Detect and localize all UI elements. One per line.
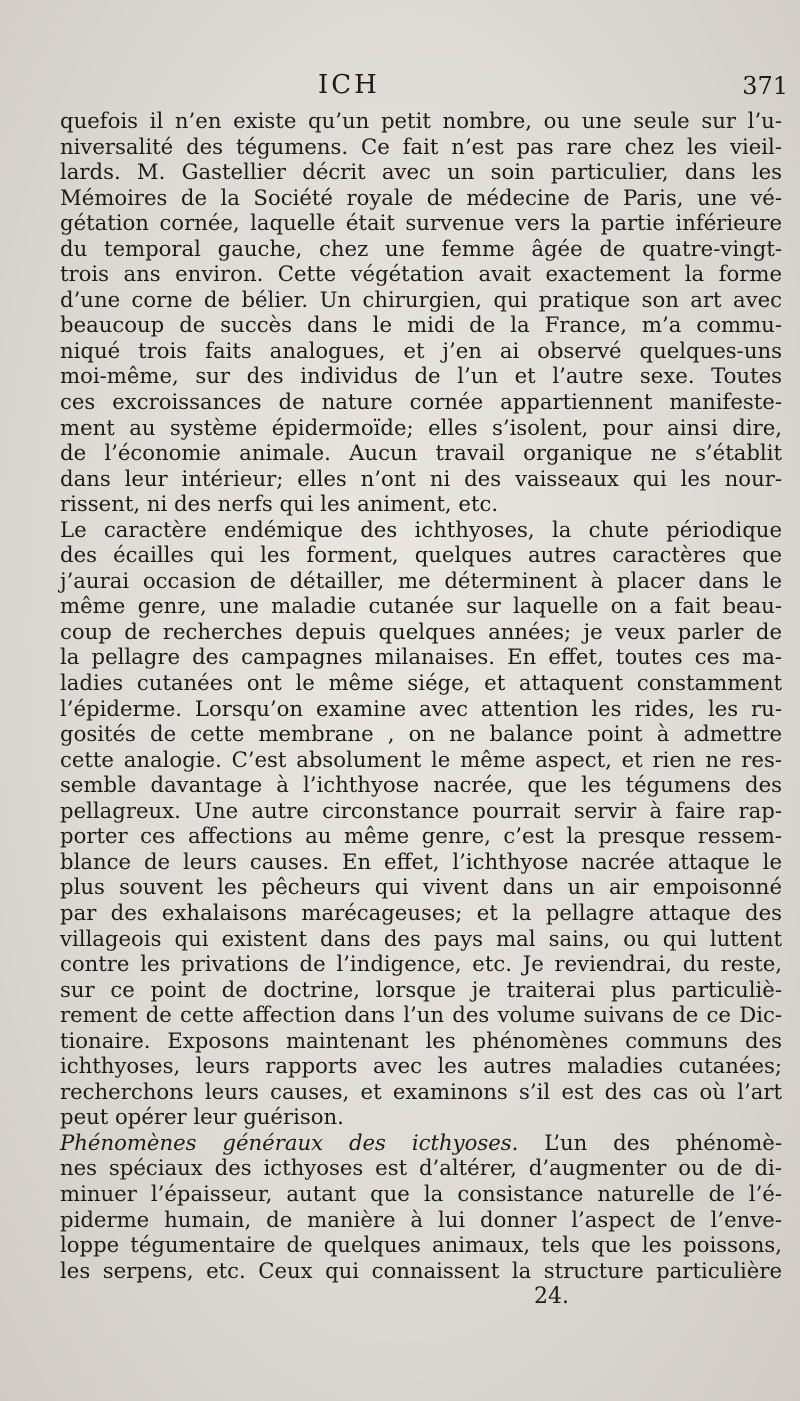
text-line: loppe tégumentaire de quelques animaux, tels que les poissons, — [60, 1232, 782, 1258]
text-line: cette analogie. C’est absolument le même aspect, et rien ne res- — [60, 746, 782, 772]
text-line: lards. M. Gastellier décrit avec un soin particulier, dans les — [60, 159, 782, 185]
text-line: les serpens, etc. Ceux qui connaissent la structure particulière — [60, 1257, 782, 1283]
text-line: quefois il n’en existe qu’un petit nombre, ou une seule sur l’u- — [60, 108, 782, 133]
text-line: ces excroissances de nature cornée appartiennent manifeste- — [60, 389, 782, 415]
paragraph-2 — [60, 517, 782, 1130]
heading-line-rest: L’un des phénomè- — [544, 1129, 782, 1155]
text-line — [60, 1130, 782, 1156]
text-line: minuer l’épaisseur, autant que la consistance naturelle de l’é- — [60, 1180, 782, 1206]
text-line: niversalité des tégumens. Ce fait n’est pas rare chez les vieil- — [60, 133, 782, 159]
text-line: coup de recherches depuis quelques années; je veux parler de — [60, 618, 782, 644]
text-line: j’aurai occasion de détailler, me déterminent à placer dans le — [60, 567, 782, 593]
running-head: ICH — [318, 70, 380, 100]
page-header — [0, 70, 800, 104]
text-line: même genre, une maladie cutanée sur laquelle on a fait beau- — [60, 593, 782, 619]
text-line: d’une corne de bélier. Un chirurgien, qui pratique son art avec — [60, 286, 782, 312]
text-line: trois ans environ. Cette végétation avait exactement la forme — [60, 261, 782, 287]
text-line: Le caractère endémique des ichthyoses, la chute périodique — [60, 516, 782, 542]
text-line: rissent, ni des nerfs qui les animent, etc. — [60, 491, 499, 517]
text-line: l’épiderme. Lorsqu’on examine avec attention les rides, les ru- — [60, 695, 782, 721]
text-line: semble davantage à l’ichthyose nacrée, que les tégumens des — [60, 772, 782, 798]
text-line: piderme humain, de manière à lui donner l’aspect de l’enve- — [60, 1206, 782, 1232]
page-number: 371 — [742, 72, 788, 100]
text-line: recherchons leurs causes, et examinons s’il est des cas où l’art — [60, 1078, 782, 1104]
text-line: plus souvent les pêcheurs qui vivent dans un air empoisonné — [60, 874, 782, 900]
text-line: gosités de cette membrane , on ne balance point à admettre — [60, 721, 782, 747]
text-line: du temporal gauche, chez une femme âgée de quatre-vingt- — [60, 235, 782, 261]
text-line: beaucoup de succès dans le midi de la France, m’a commu- — [60, 312, 782, 338]
text-line: ichthyoses, leurs rapports avec les autres maladies cutanées; — [60, 1053, 782, 1079]
text-line: ment au système épidermoïde; elles s’isolent, pour ainsi dire, — [60, 414, 782, 440]
text-line: Mémoires de la Société royale de médecine de Paris, une vé- — [60, 184, 782, 210]
text-line: dans leur intérieur; elles n’ont ni des vaisseaux qui les nour- — [60, 465, 782, 491]
text-line: la pellagre des campagnes milanaises. En effet, toutes ces ma- — [60, 644, 782, 670]
text-line: rement de cette affection dans l’un des volume suivans de ce Dic- — [60, 1002, 782, 1028]
text-line: peut opérer leur guérison. — [60, 1104, 344, 1130]
text-line: contre les privations de l’indigence, etc. Je reviendrai, du reste, — [60, 951, 782, 977]
text-line: villageois qui existent dans des pays mal sains, ou qui luttent — [60, 925, 782, 951]
paragraph-1 — [60, 108, 782, 517]
section-heading: Phénomènes généraux des icthyoses. — [60, 1129, 519, 1155]
text-line: moi-même, sur des individus de l’un et l’autre sexe. Toutes — [60, 363, 782, 389]
text-line: porter ces affections au même genre, c’est la presque ressem- — [60, 823, 782, 849]
text-line: par des exhalaisons marécageuses; et la pellagre attaque des — [60, 899, 782, 925]
text-line: sur ce point de doctrine, lorsque je traiterai plus particuliè- — [60, 976, 782, 1002]
paragraph-3 — [60, 1130, 782, 1283]
text-line: de l’économie animale. Aucun travail organique ne s’établit — [60, 440, 782, 466]
text-line: des écailles qui les forment, quelques autres caractères que — [60, 542, 782, 568]
text-line: gétation cornée, laquelle était survenue vers la partie inférieure — [60, 210, 782, 236]
body-text — [60, 108, 782, 1283]
text-line: tionaire. Exposons maintenant les phénomènes communs des — [60, 1027, 782, 1053]
text-line: blance de leurs causes. En effet, l’ichthyose nacrée attaque le — [60, 848, 782, 874]
text-line: ladies cutanées ont le même siége, et attaquent constamment — [60, 670, 782, 696]
text-line: pellagreux. Une autre circonstance pourrait servir à faire rap- — [60, 797, 782, 823]
text-line: nes spéciaux des icthyoses est d’altérer, d’augmenter ou de di- — [60, 1155, 782, 1181]
signature-mark: 24. — [534, 1284, 569, 1309]
text-line: niqué trois faits analogues, et j’en ai observé quelques-uns — [60, 337, 782, 363]
